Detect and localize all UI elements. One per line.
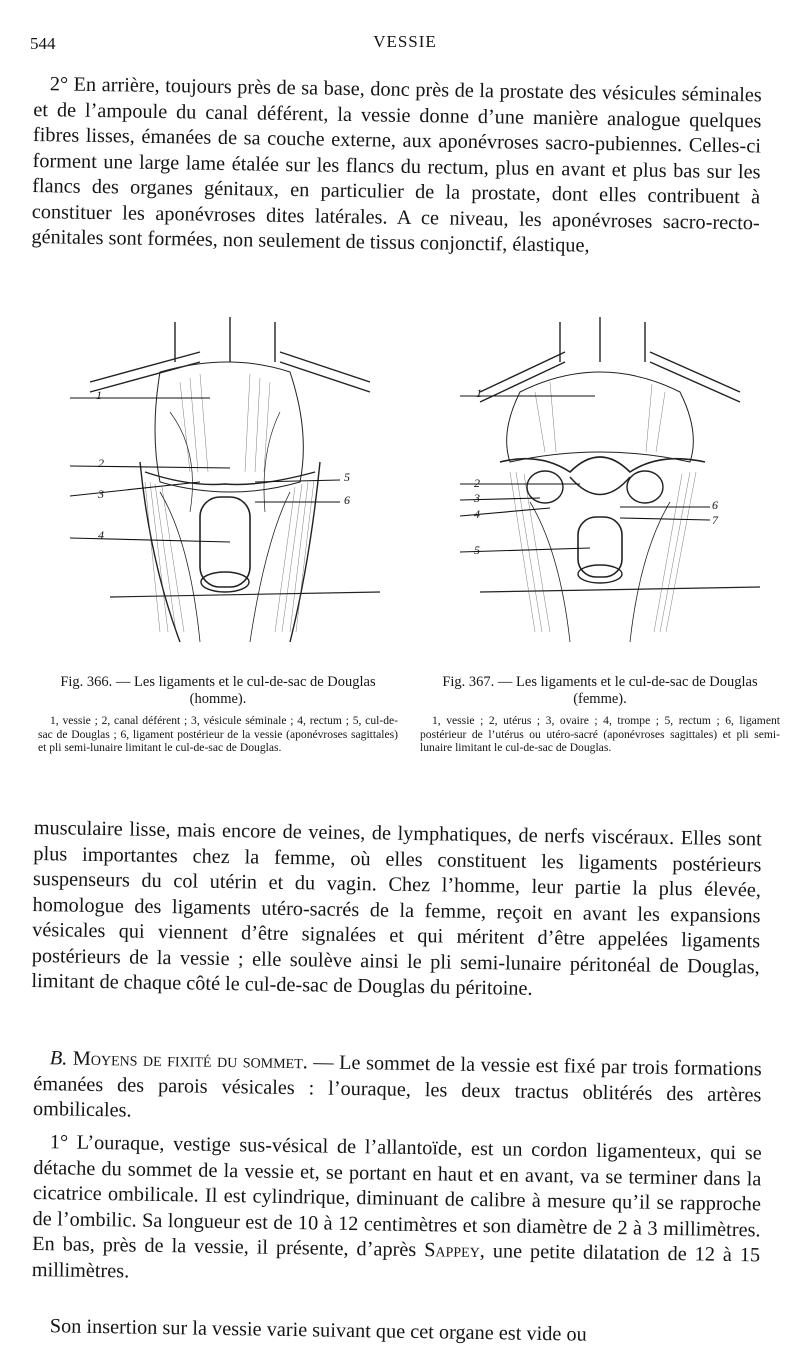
- figure-367-caption: [420, 674, 780, 755]
- paragraph-musculaire: musculaire lisse, mais encore de veines, de lymphatiques, de nerfs viscéraux. Elles sont plus importantes chez la femme, où elles constituent les ligaments postérieurs suspenseurs du col utérin et du vagin. Chez l’homme, leur partie la plus élevée, homologue des ligaments utéro-sacrés de la femme, reçoit en avant les expansions vésicales qui viennent d’être signalées et qui méritent d’être appelées ligaments postérieurs de la vessie ; elle soulève ainsi le pli semi-lunaire péritonéal de Douglas, limitant de chaque côté le cul-de-sac de Douglas du péritoine.: [31, 816, 762, 1000]
- figure-367-label-6: 6: [712, 498, 718, 512]
- page-number: 544: [30, 34, 56, 53]
- figure-366-caption: [38, 674, 398, 755]
- figure-366-label-4: 4: [98, 528, 104, 542]
- section-b-letter: B.: [49, 1047, 68, 1070]
- ouraque-text-after: , une petite dilatation de 12 à 15 millimètres.: [31, 1240, 761, 1283]
- figure-366-illustration: [50, 312, 430, 652]
- section-b-heading: Moyens de fixité du sommet.: [72, 1047, 308, 1074]
- figure-366-label-1: 1: [96, 388, 102, 402]
- figure-367-label-7: 7: [712, 513, 718, 527]
- paragraph-insertion: Son insertion sur la vessie varie suivant que cet organe est vide ou: [49, 1315, 587, 1346]
- figure-367-label-4: 4: [474, 507, 480, 521]
- paragraph-posterior-ligaments: 2° En arrière, toujours près de sa base, donc près de la prostate des vésicules séminales et de l’ampoule du canal déférent, la vessie donne d’une manière analogue quelques fibres lisses, émanées de sa couche externe, aux aponévroses sacro-pubiennes. Celles-ci forment une large lame étalée sur les flancs du rectum, plus en avant et plus bas sur les flancs des organes génitaux, en particulier de la prostate, dont elles contribuent à constituer les aponévroses dites latérales. A ce niveau, les aponévroses sacro-recto-génitales sont formées, non seulement de tissus conjonctif, élastique,: [31, 73, 762, 257]
- running-title: VESSIE: [373, 32, 437, 51]
- page-header: [30, 28, 780, 58]
- ouraque-text-before: 1° L’ouraque, vestige sus-vésical de l’allantoïde, est un cordon ligamenteux, qui se détache du sommet de la vessie et, se portant en haut et en avant, va se terminer dans la cicatrice ombilicale. Il est cylindrique, diminuant de calibre à mesure qu’il se rapproche de l’ombilic. Sa longueur est de 10 à 12 centimètres et son diamètre de 2 à 3 millimètres. En bas, près de la vessie, il présente, d’après: [32, 1131, 762, 1262]
- figure-366-label-5: 5: [344, 470, 350, 484]
- figure-366-label-2: 2: [98, 456, 104, 470]
- figure-367-label-1: 1: [476, 386, 482, 400]
- figure-367-label-3: 3: [474, 491, 480, 505]
- section-b-paragraph: [33, 1046, 762, 1134]
- figure-367-label-2: 2: [474, 476, 480, 490]
- figure-366-caption-legend: 1, vessie ; 2, canal déférent ; 3, vésicule séminale ; 4, rectum ; 5, cul-de-sac de Douglas ; 6, ligament postérieur de la vessie (aponévroses sagittales) et pli semi-lunaire limitant le cul-de-sac de Douglas.: [38, 714, 398, 754]
- author-sappey: Sappey: [423, 1239, 480, 1263]
- figure-367-illustration: [420, 312, 800, 652]
- figure-366-label-3: 3: [98, 487, 104, 501]
- section-b-text: — Le sommet de la vessie est fixé par trois formations émanées des parois vésicales : l’ouraque, les deux tractus oblitérés des artères ombilicales.: [32, 1051, 762, 1122]
- figure-367-caption-title: Fig. 367. — Les ligaments et le cul-de-sac de Douglas (femme).: [442, 674, 758, 707]
- figure-367-label-5: 5: [474, 543, 480, 557]
- paragraph-ouraque: [32, 1130, 762, 1294]
- figure-366-label-6: 6: [344, 493, 350, 507]
- figure-367-caption-legend: 1, vessie ; 2, utérus ; 3, ovaire ; 4, trompe ; 5, rectum ; 6, ligament postérieur de l’utérus ou utéro-sacré (aponévroses sagittales) et pli semi-lunaire limitant le cul-de-sac de Douglas.: [420, 714, 780, 754]
- figure-366-drawing: [50, 312, 430, 652]
- figure-366-caption-title: Fig. 366. — Les ligaments et le cul-de-sac de Douglas (homme).: [60, 674, 376, 707]
